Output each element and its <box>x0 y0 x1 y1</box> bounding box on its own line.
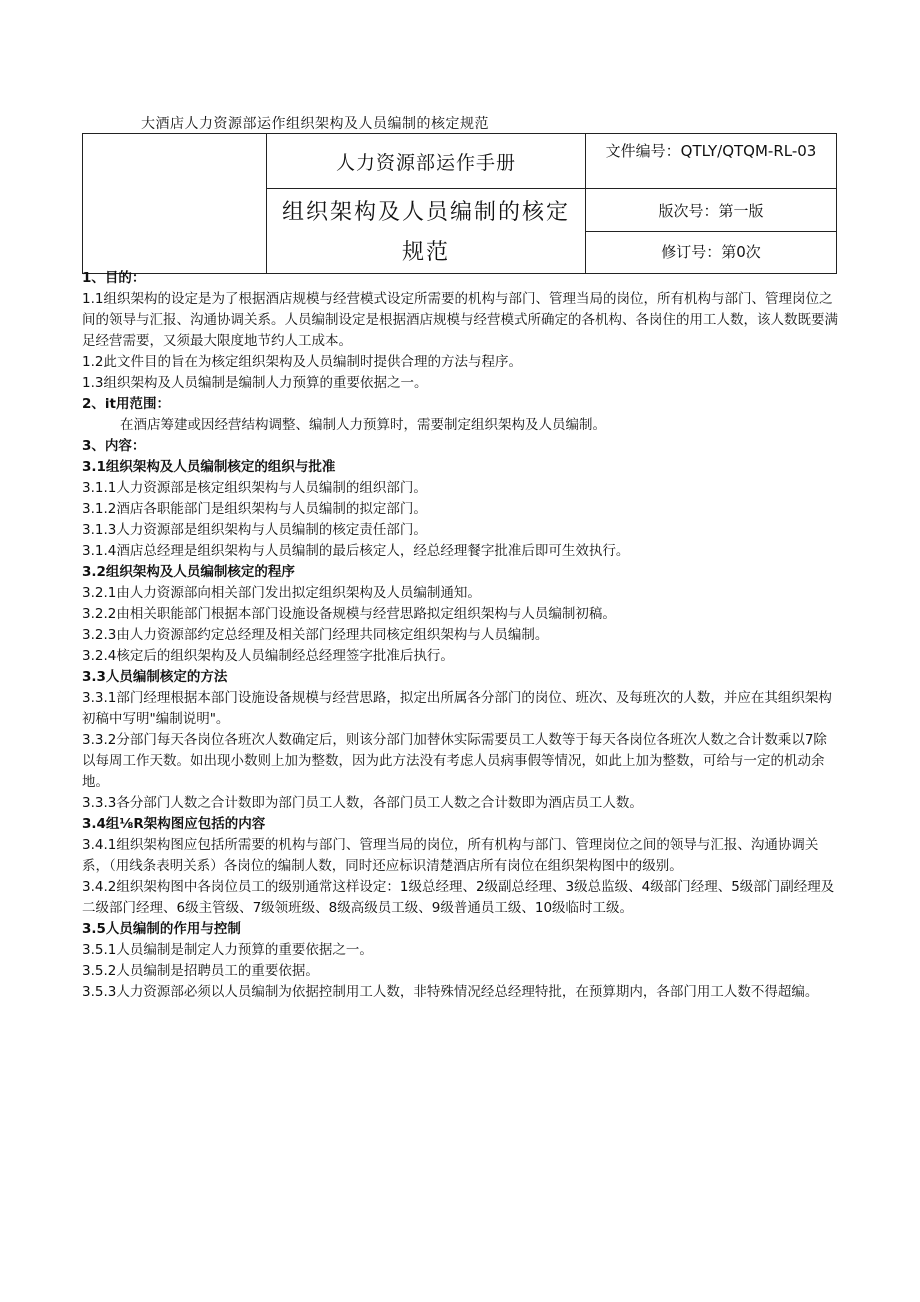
logo-cell <box>83 134 267 274</box>
paragraph: 3.1.2酒店各职能部门是组织架构与人员编制的拟定部门。 <box>82 501 427 517</box>
paragraph: 3.2.4核定后的组织架构及人员编制经总经理签字批准后执行。 <box>82 648 454 664</box>
paragraph: 3.5.1人员编制是制定人力预算的重要依据之一。 <box>82 942 373 958</box>
section-heading: 3.1组织架构及人员编制核定的组织与批准 <box>82 459 336 475</box>
file-number: 文件编号：QTLY/QTQM-RL-03 <box>586 134 837 189</box>
paragraph: 3.1.1人力资源部是核定组织架构与人员编制的组织部门。 <box>82 480 427 496</box>
paragraph: 3.2.1由人力资源部向相关部门发出拟定组织架构及人员编制通知。 <box>82 585 481 601</box>
paragraph: 1.2此文件目的旨在为核定组织架构及人员编制时提供合理的方法与程序。 <box>82 354 522 370</box>
paragraph: 3.3.1部门经理根据本部门设施设备规模与经营思路，拟定出所属各分部门的岗位、班次、及每班次的人数，并应在其组织架构初稿中写明"编制说明"。 <box>82 690 832 727</box>
section-heading: 3.2组织架构及人员编制核定的程序 <box>82 564 295 580</box>
document-body <box>82 268 840 1003</box>
section-heading: 3.5人员编制的作用与控制 <box>82 921 241 937</box>
section-heading: 2、it用范围： <box>82 396 170 412</box>
paragraph: 3.2.3由人力资源部约定总经理及相关部门经理共同核定组织架构与人员编制。 <box>82 627 549 643</box>
paragraph: 1.3组织架构及人员编制是编制人力预算的重要依据之一。 <box>82 375 428 391</box>
paragraph: 3.4.1组织架构图应包括所需要的机构与部门、管理当局的岗位，所有机构与部门、管理岗位之间的领导与汇报、沟通协调关系，（用线条表明关系）各岗位的编制人数，同时还应标识清楚酒店所有岗位在组织架构图中的级别。 <box>82 837 819 874</box>
meta-cell <box>586 189 837 274</box>
paragraph: 3.3.3各分部门人数之合计数即为部门员工人数，各部门员工人数之合计数即为酒店员工人数。 <box>82 795 643 811</box>
paragraph: 在酒店筹建或因经营结构调整、编制人力预算时，需要制定组织架构及人员编制。 <box>120 417 606 433</box>
document-title-line1: 组织架构及人员编制的核定 <box>281 200 570 225</box>
document-title-line2: 规范 <box>401 240 450 265</box>
document-header-table <box>82 133 837 274</box>
manual-name: 人力资源部运作手册 <box>267 134 586 189</box>
section-heading: 3.3人员编制核定的方法 <box>82 669 228 685</box>
paragraph: 3.2.2由相关职能部门根据本部门设施设备规模与经营思路拟定组织架构与人员编制初稿。 <box>82 606 616 622</box>
paragraph: 3.4.2组织架构图中各岗位员工的级别通常这样设定：1级总经理、2级副总经理、3级总监级、4级部门经理、5级部门副经理及二级部门经理、6级主管级、7级领班级、8级高级员工级、9级普通员工级、10级临时工级。 <box>82 879 835 916</box>
version-number: 版次号：第一版 <box>586 191 836 232</box>
section-heading: 3.4组⅛R架构图应包括的内容 <box>82 816 266 832</box>
paragraph: 3.3.2分部门每天各岗位各班次人数确定后，则该分部门加替休实际需要员工人数等于每天各岗位各班次人数之合计数乘以7除以每周工作天数。如出现小数则上加为整数，因为此方法没有考虑人员病事假等情况，如此上加为整数，可给与一定的机动余地。 <box>82 732 827 790</box>
paragraph: 1.1组织架构的设定是为了根据酒店规模与经营模式设定所需要的机构与部门、管理当局的岗位，所有机构与部门、管理岗位之间的领导与汇报、沟通协调关系。人员编制设定是根据酒店规模与经营模式所确定的各机构、各岗住的用工人数，该人数既要满足经营需要，又须最大限度地节约人工成本。 <box>82 291 838 349</box>
document-title <box>267 189 586 274</box>
paragraph: 3.1.3人力资源部是组织架构与人员编制的核定责任部门。 <box>82 522 427 538</box>
paragraph: 3.5.2人员编制是招聘员工的重要依据。 <box>82 963 319 979</box>
paragraph: 3.1.4酒店总经理是组织架构与人员编制的最后核定人，经总经理餐字批准后即可生效执行。 <box>82 543 630 559</box>
revision-number: 修订号：第0次 <box>661 243 761 261</box>
paragraph: 3.5.3人力资源部必须以人员编制为依据控制用工人数，非特殊情况经总经理特批，在预算期内，各部门用工人数不得超编。 <box>82 984 819 1000</box>
running-title: 大酒店人力资源部运作组织架构及人员编制的核定规范 <box>141 116 489 132</box>
section-heading: 1、目的： <box>82 270 146 286</box>
section-heading: 3、内容： <box>82 438 146 454</box>
